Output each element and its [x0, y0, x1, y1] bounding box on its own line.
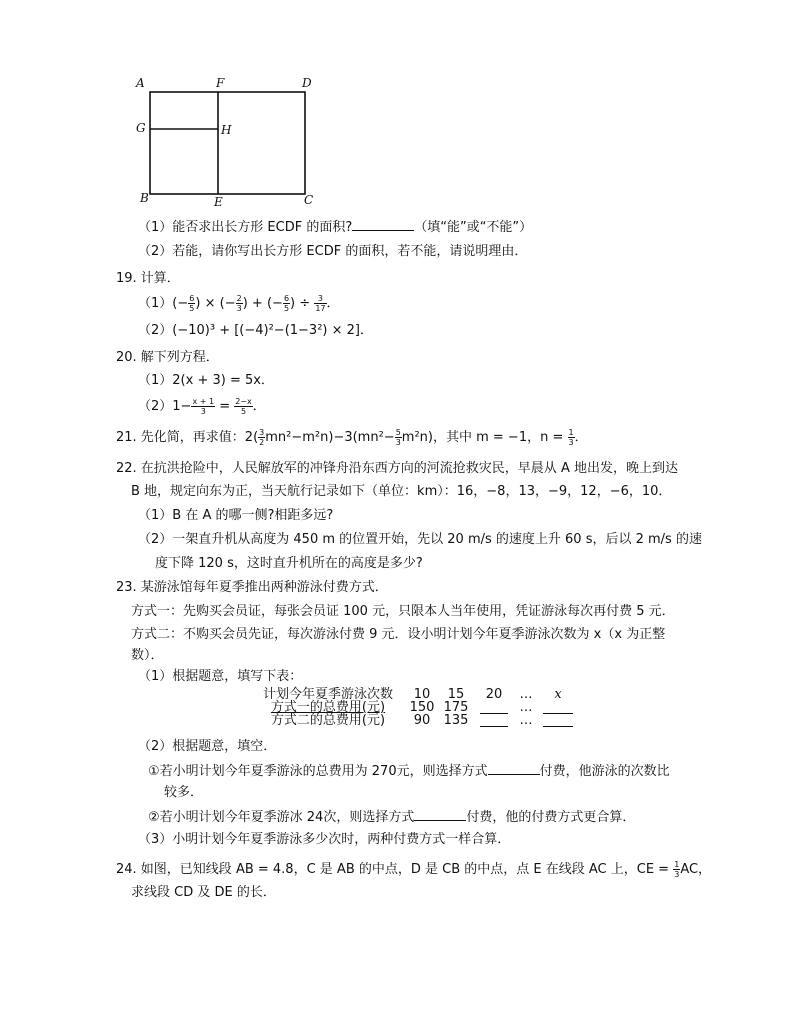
- q23-choice2: ②若小明计划今年夏季游冰 24次，则选择方式 付费，他的付费方式更合算．: [148, 810, 636, 825]
- label-h: H: [221, 123, 232, 137]
- table-header: 计划今年夏季游泳次数: [262, 687, 393, 702]
- table-cell: 15: [447, 687, 465, 702]
- label-a: A: [136, 76, 145, 90]
- table-cell: 135: [443, 713, 469, 728]
- q23-method1: 方式一：先购买会员证，每张会员证 100 元，只限本人当年使用，凭证游泳每次再付费 5 元．: [131, 604, 675, 619]
- fraction: $\frac{6}{5}$: [189, 294, 195, 313]
- table-header: 方式二的总费用(元): [270, 713, 386, 728]
- q21: 21. 先化简，再求值：2( $\frac{3}{2}$ mn²−m²n)−3(mn²− $\frac{5}{3}$ m²n)，其中 m = −1，n = $\frac{1}{3}$ ．: [116, 428, 588, 447]
- fraction: $\frac{5}{3}$: [395, 428, 401, 447]
- q19-title: 19. 计算．: [116, 271, 180, 286]
- label-e: E: [214, 195, 223, 209]
- rect-abcd: [150, 92, 305, 194]
- q18-part2: （2）若能，请你写出长方形 ECDF 的面积，若不能，请说明理由．: [138, 244, 528, 259]
- table-cell: 175: [443, 700, 469, 715]
- q23-method2a: 方式二：不购买会员先证，每次游泳付费 9 元．设小明计划今年夏季游泳次数为 x（x 为正整: [131, 627, 666, 642]
- fraction: $\frac{2-x}{5}$: [235, 397, 252, 416]
- q19-part2: （2）(−10)³ + [(−4)²−(1−3²) × 2]．: [138, 323, 373, 338]
- table-cell: …: [519, 687, 533, 702]
- q18-answer-blank[interactable]: [352, 218, 414, 231]
- table-cell: x: [554, 687, 562, 702]
- fraction: $\frac{1}{3}$: [568, 428, 574, 447]
- q22-line1: 22. 在抗洪抢险中，人民解放军的冲锋舟沿东西方向的河流抢救灾民，早晨从 A 地出发，晚上到达: [116, 461, 678, 476]
- q23-choice1b: 较多．: [164, 785, 204, 800]
- q23-part3: （3）小明计划今年夏季游泳多少次时，两种付费方式一样合算．: [138, 832, 511, 847]
- q20-part1: （1）2(x + 3) = 5x．: [138, 373, 274, 388]
- q24-line2: 求线段 CD 及 DE 的长．: [131, 885, 276, 900]
- fraction: $\frac{3}{2}$: [259, 428, 265, 447]
- fraction: $\frac{1}{3}$: [674, 860, 680, 879]
- table-header: 方式一的总费用(元): [270, 700, 386, 715]
- q23-part1: （1）根据题意，填写下表：: [138, 669, 303, 684]
- table-cell: …: [519, 700, 533, 715]
- table-blank[interactable]: [538, 714, 578, 730]
- table-cell: 150: [409, 700, 435, 715]
- table-cell: 90: [413, 713, 431, 728]
- label-f: F: [216, 76, 225, 90]
- q20-part2: （2）1− $\frac{x + 1}{3}$ = $\frac{2-x}{5}$ ．: [138, 397, 266, 416]
- rectangle-figure: [130, 74, 320, 208]
- table-cell: 10: [413, 687, 431, 702]
- q19-part1: （1）(− $\frac{6}{5}$ ) × (− $\frac{2}{3}$ ) + (− $\frac{6}{5}$ ) ÷ $\frac{3}{17}$ ．: [138, 294, 340, 313]
- q23-part2: （2）根据题意，填空．: [138, 739, 277, 754]
- q24-line1: 24. 如图，已知线段 AB = 4.8，C 是 AB 的中点，D 是 CB 的中点，点 E 在线段 AC 上，CE = $\frac{1}{3}$ AC，: [116, 860, 712, 879]
- fraction: $\frac{x + 1}{3}$: [192, 397, 215, 416]
- label-d: D: [302, 76, 312, 90]
- fraction: $\frac{2}{3}$: [236, 294, 242, 313]
- q22-part2a: （2）一架直升机从高度为 450 m 的位置开始，先以 20 m/s 的速度上升 60 s，后以 2 m/s 的速: [138, 532, 702, 547]
- q23-title: 23. 某游泳馆每年夏季推出两种游泳付费方式．: [116, 580, 388, 595]
- q22-line2: B 地，规定向东为正，当天航行记录如下（单位：km）：16，−8，13，−9，12，−6，10．: [131, 484, 672, 499]
- label-g: G: [136, 121, 146, 135]
- fraction: $\frac{6}{5}$: [283, 294, 290, 313]
- table-cell: …: [519, 713, 533, 728]
- q23-method2b: 数）．: [131, 648, 164, 663]
- table-cell: 20: [485, 687, 503, 702]
- label-c: C: [304, 193, 314, 207]
- q20-title: 20. 解下列方程．: [116, 350, 219, 365]
- q22-part2b: 度下降 120 s，这时直升机所在的高度是多少?: [155, 556, 423, 571]
- q23-blank2[interactable]: [414, 808, 466, 821]
- rectangle-diagram: [130, 74, 320, 204]
- label-b: B: [140, 191, 149, 205]
- fraction: $\frac{3}{17}$: [315, 294, 326, 313]
- q23-blank1[interactable]: [488, 762, 540, 775]
- q22-part1: （1）B 在 A 的哪一侧?相距多远?: [138, 508, 334, 523]
- q23-choice1a: ①若小明计划今年夏季游泳的总费用为 270元，则选择方式 付费，他游泳的次数比: [148, 764, 670, 779]
- q18-part1: （1）能否求出长方形 ECDF 的面积? （填“能”或“不能”）: [138, 220, 533, 235]
